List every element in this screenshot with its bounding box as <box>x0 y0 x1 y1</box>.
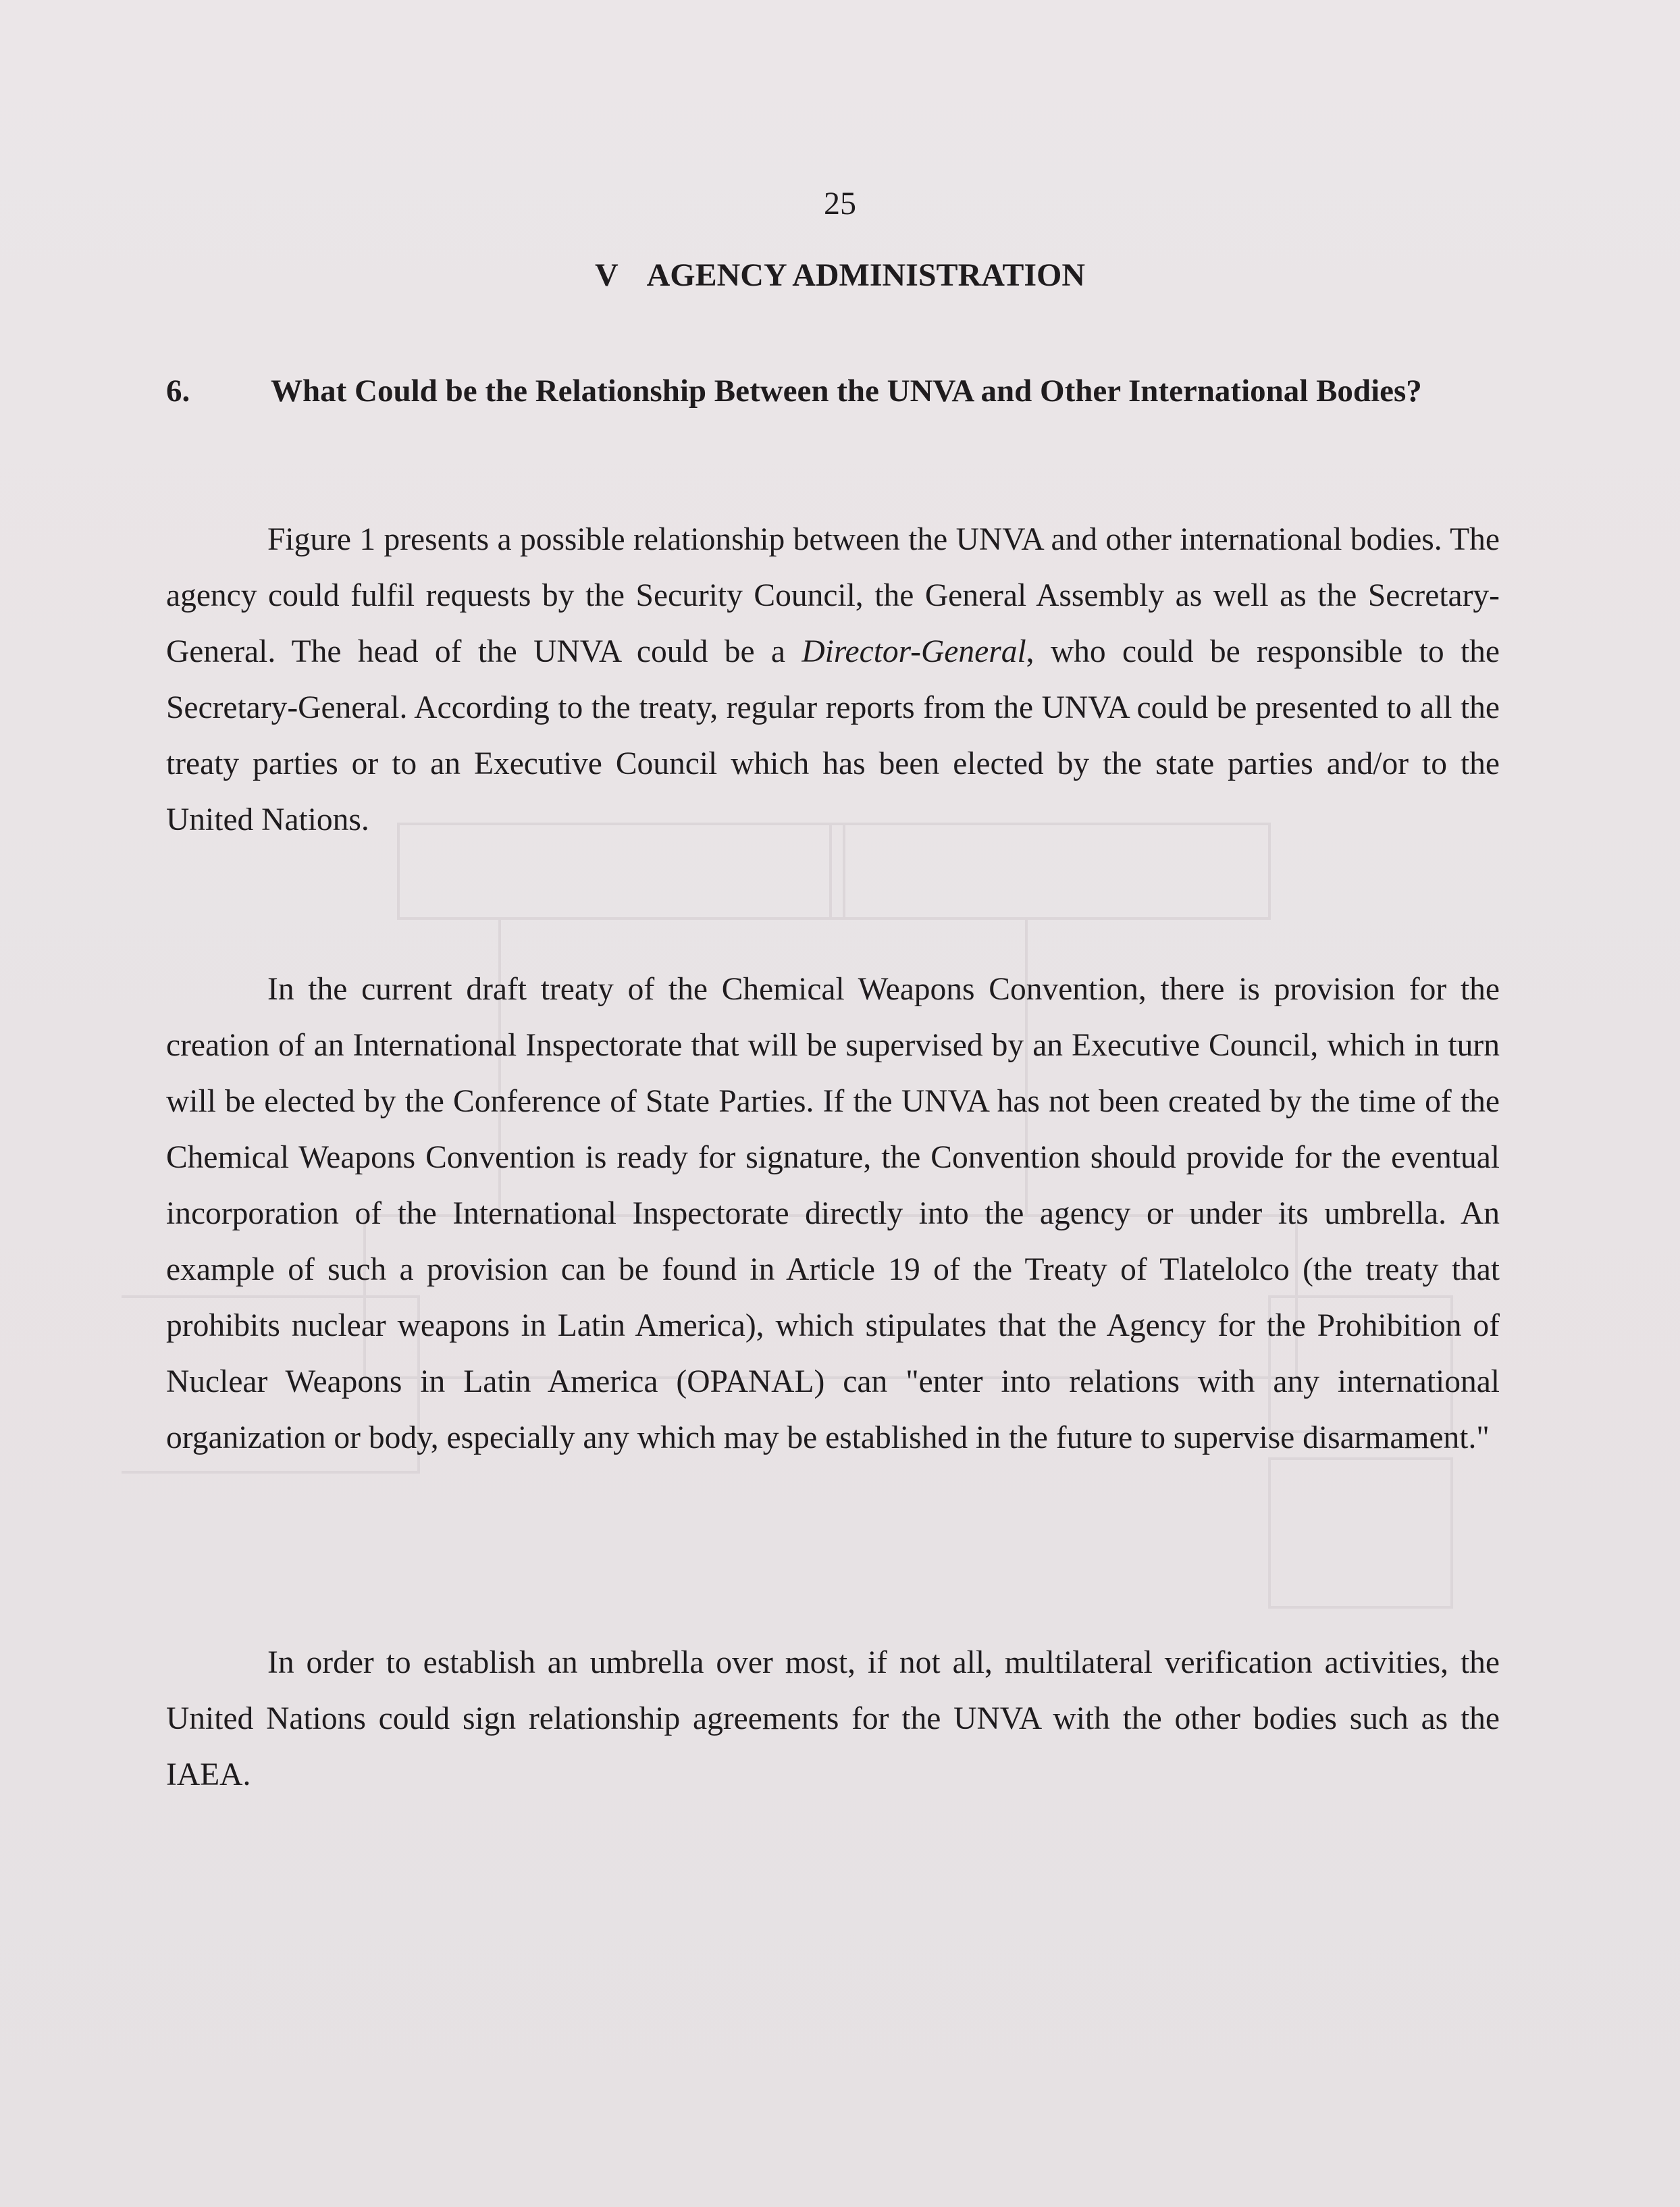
section-roman-numeral: V <box>594 257 619 293</box>
italic-term: Director-General <box>802 634 1026 669</box>
page-number: 25 <box>824 186 856 222</box>
body-paragraph <box>166 512 1500 848</box>
body-paragraph: In the current draft treaty of the Chemical Weapons Convention, there is provision for the creation of an International Inspectorate that will be supervised by an Executive Council, which in turn will be elected by the Conference of State Parties. If the UNVA has not been created by the time of the Chemical Weapons Convention is ready for signature, the Convention should provide for the eventual incorporation of the International Inspectorate directly into the agency or under its umbrella. An example of such a provision can be found in Article 19 of the Treaty of Tlatelolco (the treaty that prohibits nuclear weapons in Latin America), which stipulates that the Agency for the Prohibition of Nuclear Weapons in Latin America (OPANAL) can "enter into relations with any international organization or body, especially any which may be established in the future to supervise disarmament." <box>166 972 1500 1455</box>
body-paragraph: In order to establish an umbrella over most, if not all, multilateral verification activities, the United Nations could sign relationship agreements for the UNVA with the other bodies such as the IAEA. <box>166 1645 1500 1792</box>
section-heading <box>0 255 1680 296</box>
question-heading: What Could be the Relationship Between the UNVA and Other International Bodies? <box>271 373 1422 409</box>
question-number: 6. <box>166 373 190 409</box>
section-title: AGENCY ADMINISTRATION <box>646 257 1086 293</box>
paragraph-text: Figure 1 presents a possible relationship between the UNVA and other international bodies. The agency could fulfil requests by the Security Council, the General Assembly as well as the Secretary-General. The head of the UNVA could be a <box>166 522 1500 669</box>
paragraph-text: , who could be responsible to the Secretary-General. According to the treaty, regular reports from the UNVA could be presented to all the treaty parties or to an Executive Council which has been elected by the state parties and/or to the United Nations. <box>166 634 1500 837</box>
